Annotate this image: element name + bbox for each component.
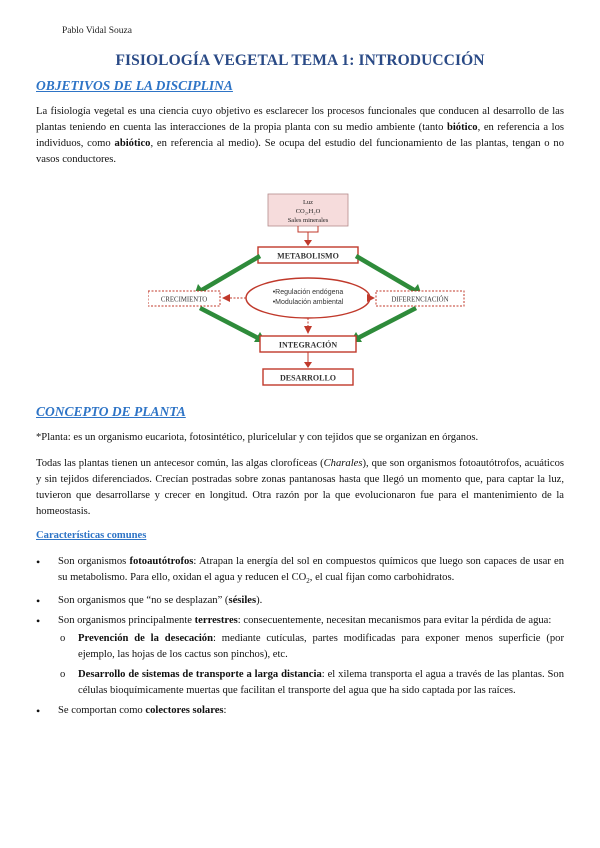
document-title: FISIOLOGÍA VEGETAL TEMA 1: INTRODUCCIÓN (115, 52, 485, 69)
text-run: , en referencia a los individuos, como (36, 122, 564, 149)
desarrollo-label: DESARROLLO (279, 373, 337, 383)
text-run: : el xilema transporta el agua a través de las plantas. Son células bioquímicamente muertas que facilitan el transporte del agua que ha sido captada por las raíces. (78, 669, 564, 697)
bold-term-biotico: biótico (446, 122, 478, 133)
paragraph-objetivos (36, 104, 564, 168)
paragraph-concepto (36, 456, 564, 520)
text-run: : Atrapan la energía del sol en compuestos químicos que luego son capaces de usar en su metabolismo. Para ello, oxidan el agua y reducen el CO (58, 556, 564, 583)
sublist-item (58, 667, 564, 699)
bold-term-abiotico: abiótico (114, 138, 151, 149)
list-item (36, 554, 564, 589)
section-heading-objetivos: OBJETIVOS DE LA DISCIPLINA (36, 78, 233, 93)
arrow-down-icon (304, 362, 312, 368)
input-co2-water: CO₂,H₂O (295, 208, 321, 215)
bold-term: Prevención de la desecación (78, 633, 213, 645)
integracion-label: INTEGRACIÓN (278, 340, 338, 350)
modulacion-label: •Modulación ambiental (272, 299, 344, 306)
text-run: : mediante cutículas, partes modificadas para exponer menos superficie (por ejemplo, las hojas de los cactus son pinchos), etc. (78, 633, 564, 661)
author-name: Pablo Vidal Souza (62, 26, 132, 36)
metabolismo-label: METABOLISMO (277, 251, 339, 261)
list-item (36, 703, 564, 719)
arrow-down-icon (304, 240, 312, 246)
regulacion-label: •Regulación endógena (272, 289, 344, 296)
sublist-item (58, 631, 564, 663)
input-minerals: Sales minerales (287, 217, 329, 224)
text-run: Son organismos que “no se desplazan” ( (58, 595, 229, 607)
subscript: 2 (306, 577, 310, 586)
plant-definition: *Planta: es un organismo eucariota, fotosintético, pluricelular y con tejidos que se organizan en órganos. (36, 432, 479, 443)
characteristics-list (36, 554, 564, 719)
section-heading-concepto: CONCEPTO DE PLANTA (36, 404, 186, 419)
sublist (58, 631, 564, 699)
subsection-heading-caracteristicas: Características comunes (36, 530, 147, 541)
list-item (36, 613, 564, 699)
list-item (36, 593, 564, 609)
text-run: ). (256, 595, 263, 607)
text-run: Se comportan como (58, 705, 143, 717)
diferenciacion-label: DIFERENCIACIÓN (391, 296, 449, 304)
crecimiento-label: CRECIMIENTO (160, 296, 208, 304)
text-run: Son organismos principalmente (58, 615, 192, 627)
text-run: La fisiología vegetal es una ciencia cuyo objetivo es esclarecer los procesos funcionales que conducen al desarrollo de las plantas teniendo en cuenta las interacciones de la propia planta con su medio ambiente (tanto (36, 106, 564, 133)
bold-term: sésiles (228, 595, 257, 607)
text-run: , en referencia al medio). Se ocupa del estudio del funcionamiento de las plantas, tengan o no vasos conductores. (36, 138, 564, 165)
text-run: Todas las plantas tienen un antecesor común, las algas clorofíceas ( (36, 458, 324, 469)
text-run: : consecuentemente, necesitan mecanismos para evitar la pérdida de agua: (237, 615, 552, 627)
metabolism-diagram (148, 192, 468, 392)
bold-term: fotoautótrofos (129, 556, 194, 567)
italic-term-charales: Charales (323, 458, 363, 469)
input-light: Luz (302, 199, 314, 206)
text-run: , el cual fijan como carbohidratos. (309, 572, 455, 583)
bold-term: Desarrollo de sistemas de transporte a larga distancia (78, 669, 322, 681)
text-run: ), que son organismos fotoautótrofos, acuáticos y sin tejidos diferenciados. Crecían postradas sobre zonas pantanosas hasta que llegó un momento que, para captar la luz, tuvieron que desarrollarse y crecer en longitud. Otra razón por la que evolucionaron fue para el mantenimiento de la homeostasis. (36, 458, 564, 517)
bold-term: colectores solares (145, 705, 224, 717)
bold-term: terrestres (194, 615, 238, 627)
text-run: : (223, 705, 227, 717)
regulation-ellipse (246, 278, 370, 318)
text-run: Son organismos (58, 556, 127, 567)
